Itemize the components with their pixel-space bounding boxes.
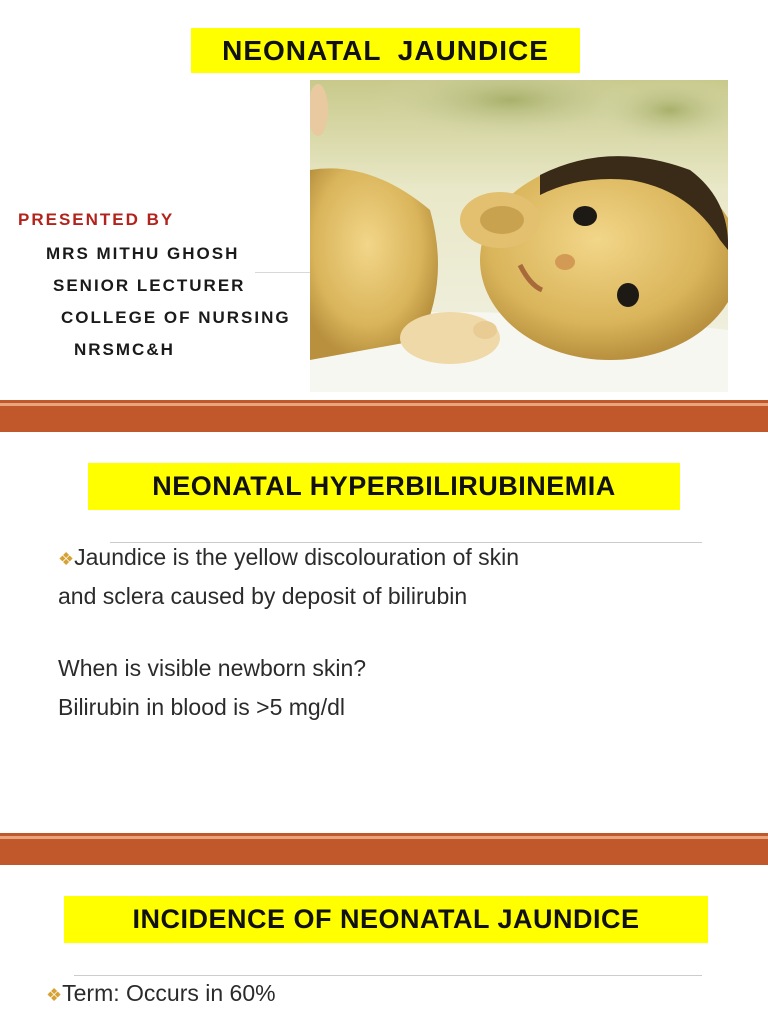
answer-text: Bilirubin in blood is >5 mg/dl <box>58 694 346 720</box>
divider <box>255 272 310 273</box>
divider <box>110 542 702 543</box>
slide-separator-line <box>0 403 768 406</box>
bullet-item <box>58 544 519 571</box>
slide3-title: INCIDENCE OF NEONATAL JAUNDICE <box>64 896 708 943</box>
bullet-item <box>46 980 276 1007</box>
bullet-text: Jaundice is the yellow discolouration of skin <box>74 544 520 570</box>
slide1-title: NEONATAL JAUNDICE <box>191 28 580 73</box>
question-text: When is visible newborn skin? <box>58 655 367 681</box>
presented-by-label: PRESENTED BY <box>18 210 175 229</box>
diamond-bullet-icon: ❖ <box>58 549 75 569</box>
jaundiced-newborn-photo <box>310 80 728 392</box>
bullet-text: Term: Occurs in 60% <box>62 980 276 1006</box>
diamond-bullet-icon: ❖ <box>46 985 63 1005</box>
slide2-title: NEONATAL HYPERBILIRUBINEMIA <box>88 463 680 510</box>
presenter-designation: SENIOR LECTURER <box>53 276 246 295</box>
presenter-name: MRS MITHU GHOSH <box>46 244 240 263</box>
divider <box>74 975 702 976</box>
presenter-institution: COLLEGE OF NURSING <box>61 308 291 327</box>
bullet-continuation: and sclera caused by deposit of bilirubin <box>58 583 468 609</box>
slide-separator-line <box>0 836 768 839</box>
presenter-college: NRSMC&H <box>74 340 175 359</box>
